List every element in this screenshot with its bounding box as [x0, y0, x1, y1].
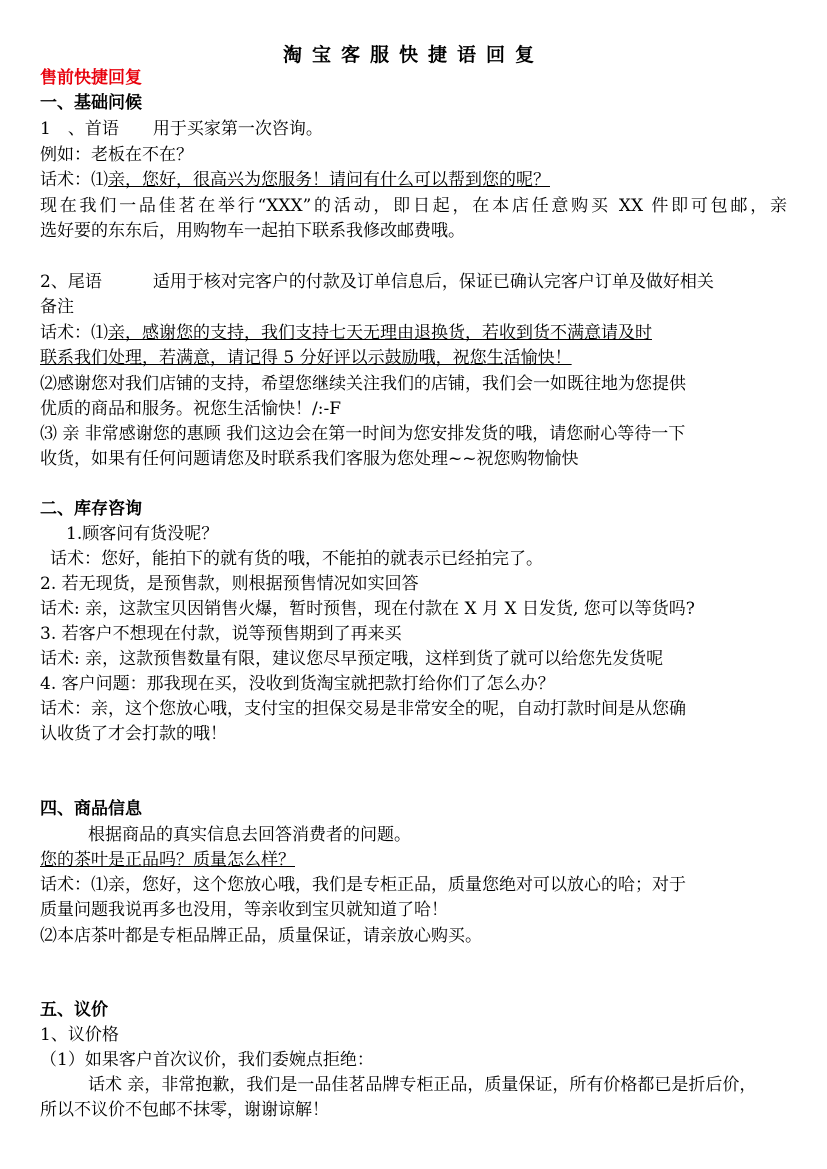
text-line: 1 、首语 用于买家第一次咨询。	[40, 119, 323, 139]
document-title: 淘宝客服快捷语回复	[282, 44, 544, 66]
text-line: 1.顾客问有货没呢？	[66, 524, 219, 544]
section-heading-bargain: 五、议价	[40, 1000, 108, 1020]
text-line: 3. 若客户不想现在付款，说等预售期到了再来买	[40, 624, 402, 644]
underlined-script: 联系我们处理，若满意，请记得 5 分好评以示鼓励哦，祝您生活愉快！	[40, 348, 572, 368]
underlined-script: 亲，感谢您的支持，我们支持七天无理由退换货，若收到货不满意请及时	[108, 323, 652, 343]
text-line: 话术: 亲，这款预售数量有限，建议您尽早预定哦，这样到货了就可以给您先发货呢	[40, 649, 664, 669]
text-line: 选好要的东东后，用购物车一起拍下联系我修改邮费哦。	[40, 221, 465, 241]
text-line: 话术: 亲，这款宝贝因销售火爆，暂时预售，现在付款在 X 月 X 日发货, 您可以等货吗?	[40, 599, 695, 619]
text-line: 根据商品的真实信息去回答消费者的问题。	[88, 825, 411, 845]
underlined-script: 亲，您好，很高兴为您服务！请问有什么可以帮到您的呢？	[108, 170, 550, 190]
text-line	[40, 321, 652, 345]
section-heading-stock: 二、库存咨询	[40, 499, 142, 519]
text-line: 认收货了才会打款的哦！	[40, 724, 227, 744]
text-line: ⑶ 亲 非常感谢您的惠顾 我们这边会在第一时间为您安排发货的哦，请您耐心等待一下	[40, 424, 686, 444]
text-line: 2. 若无现货，是预售款，则根据预售情况如实回答	[40, 574, 419, 594]
text-line: 1、议价格	[40, 1025, 119, 1045]
text-line: 质量问题我说再多也没用，等亲收到宝贝就知道了哈！	[40, 900, 448, 920]
text-line: （1）如果客户首次议价，我们委婉点拒绝：	[40, 1050, 374, 1070]
section-presale-heading: 售前快捷回复	[40, 68, 142, 88]
text-line: 4. 客户问题：那我现在买，没收到货淘宝就把款打给你们了怎么办？	[40, 674, 555, 694]
script-label: 话术：⑴	[40, 170, 108, 190]
section-heading-greeting: 一、基础问候	[40, 93, 142, 113]
underlined-question: 您的茶叶是正品吗？质量怎么样？	[40, 850, 295, 870]
text-line: 话术：⑴亲，您好，这个您放心哦，我们是专柜正品，质量您绝对可以放心的哈；对于	[40, 875, 686, 895]
script-label: 话术：⑴	[40, 323, 108, 343]
text-line: ⑵本店茶叶都是专柜品牌正品，质量保证，请亲放心购买。	[40, 926, 482, 946]
text-line: 2、尾语 适用于核对完客户的付款及订单信息后，保证已确认完客户订单及做好相关	[40, 272, 714, 292]
text-line: 优质的商品和服务。祝您生活愉快！/:-F	[40, 399, 341, 419]
text-line: 现在我们一品佳茗在举行“XXX”的活动，即日起，在本店任意购买 XX 件即可包邮，亲	[40, 196, 787, 216]
section-heading-product: 四、商品信息	[40, 799, 142, 819]
text-line: 例如：老板在不在？	[40, 145, 193, 165]
text-line	[40, 168, 550, 192]
text-line: 话术：亲，这个您放心哦，支付宝的担保交易是非常安全的呢，自动打款时间是从您确	[40, 699, 686, 719]
text-line: 话术 亲，非常抱歉，我们是一品佳茗品牌专柜正品，质量保证，所有价格都已是折后价，	[88, 1075, 757, 1095]
text-line: ⑵感谢您对我们店铺的支持，希望您继续关注我们的店铺，我们会一如既往地为您提供	[40, 374, 686, 394]
text-line: 备注	[40, 297, 74, 317]
text-line: 所以不议价不包邮不抹零，谢谢谅解！	[40, 1100, 329, 1120]
text-line: 收货，如果有任何问题请您及时联系我们客服为您处理~~祝您购物愉快	[40, 449, 579, 469]
text-line: 话术：您好，能拍下的就有货的哦，不能拍的就表示已经拍完了。	[50, 549, 543, 569]
